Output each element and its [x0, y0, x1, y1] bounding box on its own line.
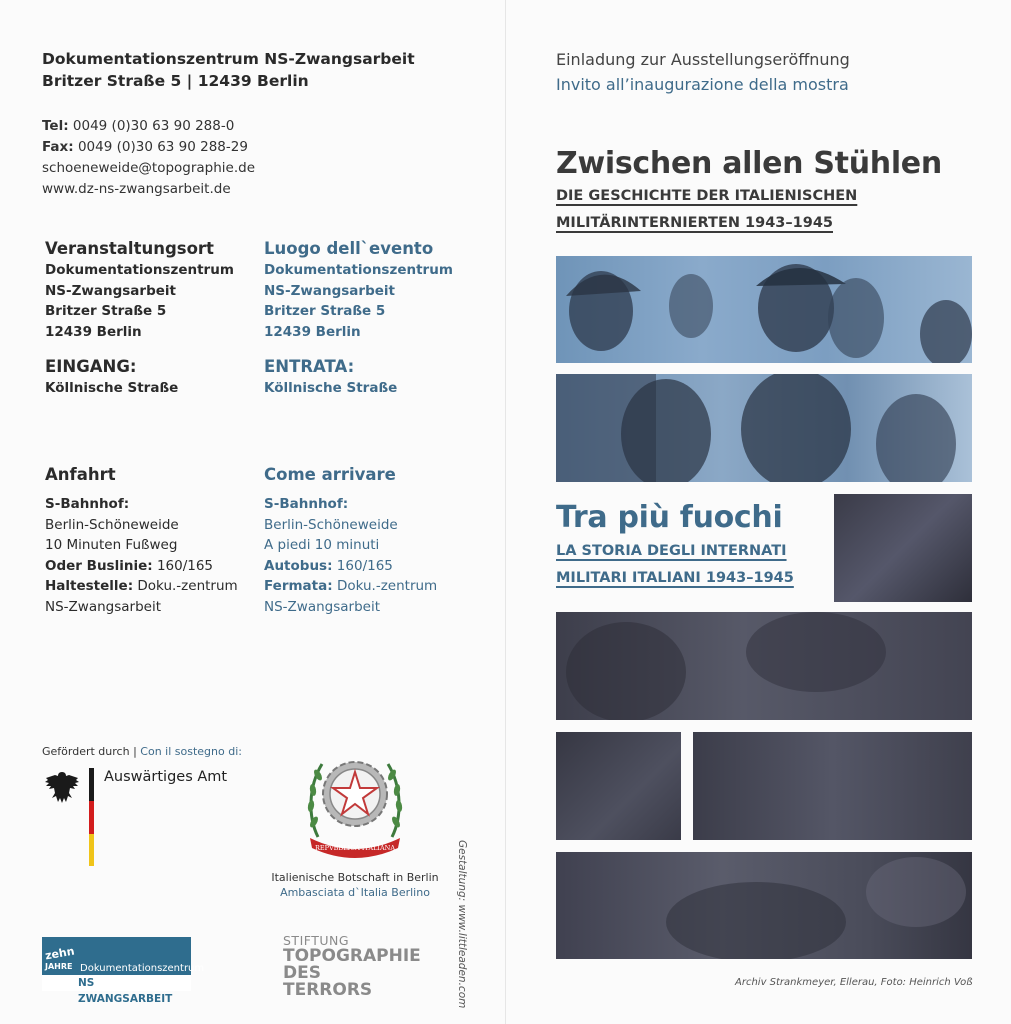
photo-strip-7 [556, 852, 972, 959]
venue-it-line: NS-Zwangsarbeit [264, 282, 395, 299]
photo-strip-6 [693, 732, 972, 840]
subtitle-it-2: MILITARI ITALIANI 1943–1945 [556, 570, 794, 586]
stop-de-value-2: NS-Zwangsarbeit [45, 598, 162, 615]
station-de: Berlin-Schöneweide [45, 516, 179, 533]
eagle-icon [42, 768, 82, 808]
auswaertiges-amt: Auswärtiges Amt [104, 769, 228, 785]
sponsor-sep: | [133, 745, 137, 758]
walk-it: A piedi 10 minuti [264, 537, 380, 553]
sbahn-de-label: S-Bahnhof: [45, 496, 130, 512]
bus-it-label: Autobus: [264, 557, 333, 574]
photo-strip-5 [556, 732, 681, 840]
station-it: Berlin-Schöneweide [264, 516, 398, 533]
venue-de-line: 12439 Berlin [45, 323, 142, 340]
venue-de-line: Dokumentationszentrum [45, 262, 234, 278]
venue-it-line: 12439 Berlin [264, 323, 361, 340]
venue-de-line: Britzer Straße 5 [45, 303, 167, 319]
address-line-2: Britzer Straße 5 | 12439 Berlin [42, 72, 309, 90]
photo-strip-3 [834, 494, 972, 602]
topo-line-2: DES [283, 963, 321, 983]
stop-it-label: Fermata: [264, 578, 333, 594]
fax-value: 0049 (0)30 63 90 288-29 [77, 139, 248, 155]
design-credit: Gestaltung: www.littleaden.com [456, 840, 468, 1009]
german-flag-bar [89, 768, 94, 866]
venue-it-line: Britzer Straße 5 [264, 303, 386, 319]
address-line-1: Dokumentationszentrum NS-Zwangsarbeit [42, 50, 415, 68]
topographie-logo [283, 933, 421, 999]
venue-it-line: Dokumentationszentrum [264, 262, 453, 278]
sbahn-it-label: S-Bahnhof: [264, 496, 349, 512]
bus-de-label: Oder Buslinie: [45, 557, 153, 574]
fax-label: Fax: [42, 139, 74, 155]
email-link[interactable]: schoeneweide@topographie.de [42, 160, 256, 176]
entrance-it-value: Köllnische Straße [264, 380, 398, 396]
entrance-it-heading: ENTRATA: [264, 357, 355, 376]
contact-block [42, 116, 255, 200]
venue-it-heading: Luogo dell`evento [264, 239, 434, 258]
travel-de [45, 464, 238, 617]
photo-strip-4 [556, 612, 972, 720]
photo-strip-2 [556, 374, 972, 482]
venue-de-heading: Veranstaltungsort [45, 239, 214, 258]
venue-de [45, 238, 234, 399]
tel-value: 0049 (0)30 63 90 288-0 [72, 118, 235, 134]
travel-de-heading: Anfahrt [45, 465, 116, 484]
invite-de: Einladung zur Ausstellungseröffnung [556, 50, 850, 69]
tel-label: Tel: [42, 118, 69, 134]
zehn-text: zehn [44, 944, 76, 963]
fold-line [505, 0, 506, 1024]
entrance-de-heading: EINGANG: [45, 357, 137, 376]
dz-logo-line-2: NS ZWANGSARBEIT [78, 977, 173, 1005]
bus-it-value: 160/165 [336, 557, 393, 574]
address-block [42, 48, 415, 92]
walk-de: 10 Minuten Fußweg [45, 537, 178, 553]
venue-de-line: NS-Zwangsarbeit [45, 282, 176, 299]
sponsor-label [42, 744, 242, 759]
jahre-text: JAHRE [45, 962, 73, 971]
topo-line-1: TOPOGRAPHIE [283, 946, 421, 966]
photo-credit: Archiv Strankmeyer, Ellerau, Foto: Heinrich Voß [735, 977, 973, 988]
website-link[interactable]: www.dz-ns-zwangsarbeit.de [42, 181, 231, 197]
invite-it: Invito all’inaugurazione della mostra [556, 75, 849, 94]
topo-line-3: TERRORS [283, 980, 373, 1000]
subtitle-de-2: MILITÄRINTERNIERTEN 1943–1945 [556, 215, 833, 231]
title-it: Tra più fuochi [556, 500, 783, 535]
photo-strip-1 [556, 256, 972, 363]
subtitle-it-1: LA STORIA DEGLI INTERNATI [556, 543, 787, 559]
zehn-jahre-logo-lower [42, 975, 191, 1005]
entrance-de-value: Köllnische Straße [45, 380, 179, 396]
subtitle-de-1: DIE GESCHICHTE DER ITALIENISCHEN [556, 188, 858, 204]
svg-text:REPVBBLICA ITALIANA: REPVBBLICA ITALIANA [314, 844, 396, 852]
embassy-it: Ambasciata d`Italia Berlino [280, 886, 430, 899]
stop-it-value-2: NS-Zwangsarbeit [264, 598, 381, 615]
stiftung-text: STIFTUNG [283, 933, 350, 948]
sponsor-label-de: Gefördert durch [42, 745, 130, 758]
italian-emblem-icon [300, 742, 410, 860]
bus-de-value: 160/165 [156, 557, 214, 574]
travel-it-heading: Come arrivare [264, 465, 396, 484]
title-de: Zwischen allen Stühlen [556, 146, 942, 181]
stop-it-value: Doku.-zentrum [336, 578, 438, 594]
embassy-block [270, 870, 440, 900]
travel-it [264, 464, 437, 617]
stop-de-value: Doku.-zentrum [137, 578, 238, 594]
dz-logo-line-1: Dokumentationszentrum [80, 963, 205, 974]
sponsor-label-it: Con il sostegno di: [140, 745, 242, 758]
embassy-de: Italienische Botschaft in Berlin [271, 871, 439, 884]
stop-de-label: Haltestelle: [45, 578, 134, 594]
venue-it [264, 238, 453, 399]
